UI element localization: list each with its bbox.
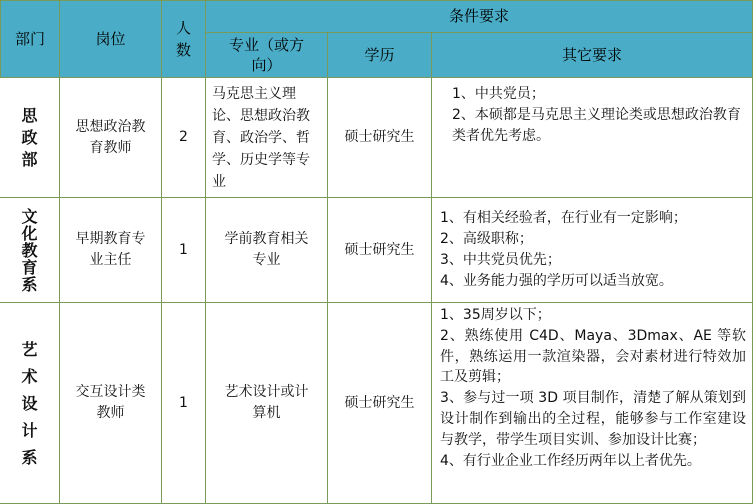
row-1-dept-char: 部 [21, 149, 38, 169]
row-2-dept-char: 化 [21, 223, 38, 243]
row-1-major: 马克思主义理论、思想政治教育、政治学、哲学、历史学等专业 [206, 78, 328, 198]
header-major: 专业（或方向） [206, 33, 328, 78]
row-3-major: 艺术设计或计算机 [206, 303, 328, 504]
row-1-education: 硕士研究生 [328, 78, 432, 198]
row-2-count: 1 [162, 198, 206, 303]
requirement-item: 1、中共党员； [452, 86, 545, 102]
row-3-dept-char: 设 [21, 393, 38, 413]
requirement-item: 4、有行业企业工作经历两年以上者优先。 [440, 452, 701, 469]
row-3-education: 硕士研究生 [328, 303, 432, 504]
row-3-requirements [432, 303, 753, 504]
row-1-position: 思想政治教育教师 [60, 78, 162, 198]
header-other: 其它要求 [432, 33, 753, 78]
row-1-dept-char: 政 [21, 127, 38, 147]
row-2-dept-char: 文 [21, 206, 38, 226]
row-2-education: 硕士研究生 [328, 198, 432, 303]
header-dept: 部门 [0, 0, 60, 78]
header-position: 岗位 [60, 0, 162, 78]
requirement-item: 2、高级职称； [440, 231, 533, 247]
row-2-requirements [432, 198, 753, 303]
row-2-major: 学前教育相关专业 [206, 198, 328, 303]
row-2-dept-char: 系 [21, 274, 38, 294]
requirement-item: 4、业务能力强的学历可以适当放宽。 [440, 273, 673, 289]
row-3-dept [0, 303, 60, 504]
row-3-count: 1 [162, 303, 206, 504]
row-2-dept [0, 198, 60, 303]
header-education: 学历 [328, 33, 432, 78]
row-2-dept-char: 教 [21, 240, 38, 260]
requirement-item: 3、中共党员优先； [440, 252, 561, 268]
row-1-count: 2 [162, 78, 206, 198]
row-3-dept-char: 术 [21, 366, 38, 386]
row-1-dept-char: 思 [21, 105, 38, 125]
row-1-requirements [432, 78, 753, 198]
row-2-position: 早期教育专业主任 [60, 198, 162, 303]
requirement-item: 2、熟练使用 C4D、Maya、3Dmax、AE 等软件，熟练运用一款渲染器，会对素材进行特效加工及剪辑； [440, 327, 746, 386]
row-3-dept-char: 计 [21, 420, 38, 440]
row-2-dept-char: 育 [21, 257, 38, 277]
requirement-item: 1、35周岁以下； [440, 307, 551, 323]
row-1-dept [0, 78, 60, 198]
header-conditions: 条件要求 [206, 0, 753, 33]
requirement-item: 3、参与过一项 3D 项目制作，清楚了解从策划到设计制作到输出的全过程，能够参与工作室建设与教学，带学生项目实训、参加设计比赛； [440, 390, 746, 448]
requirement-item: 1、有相关经验者，在行业有一定影响； [440, 210, 687, 226]
header-count: 人 数 [162, 0, 206, 78]
row-3-position: 交互设计类教师 [60, 303, 162, 504]
requirement-item: 2、本硕都是马克思主义理论类或思想政治教育类者优先考虑。 [452, 107, 741, 144]
row-3-dept-char: 艺 [21, 339, 38, 359]
row-3-dept-char: 系 [21, 447, 38, 467]
